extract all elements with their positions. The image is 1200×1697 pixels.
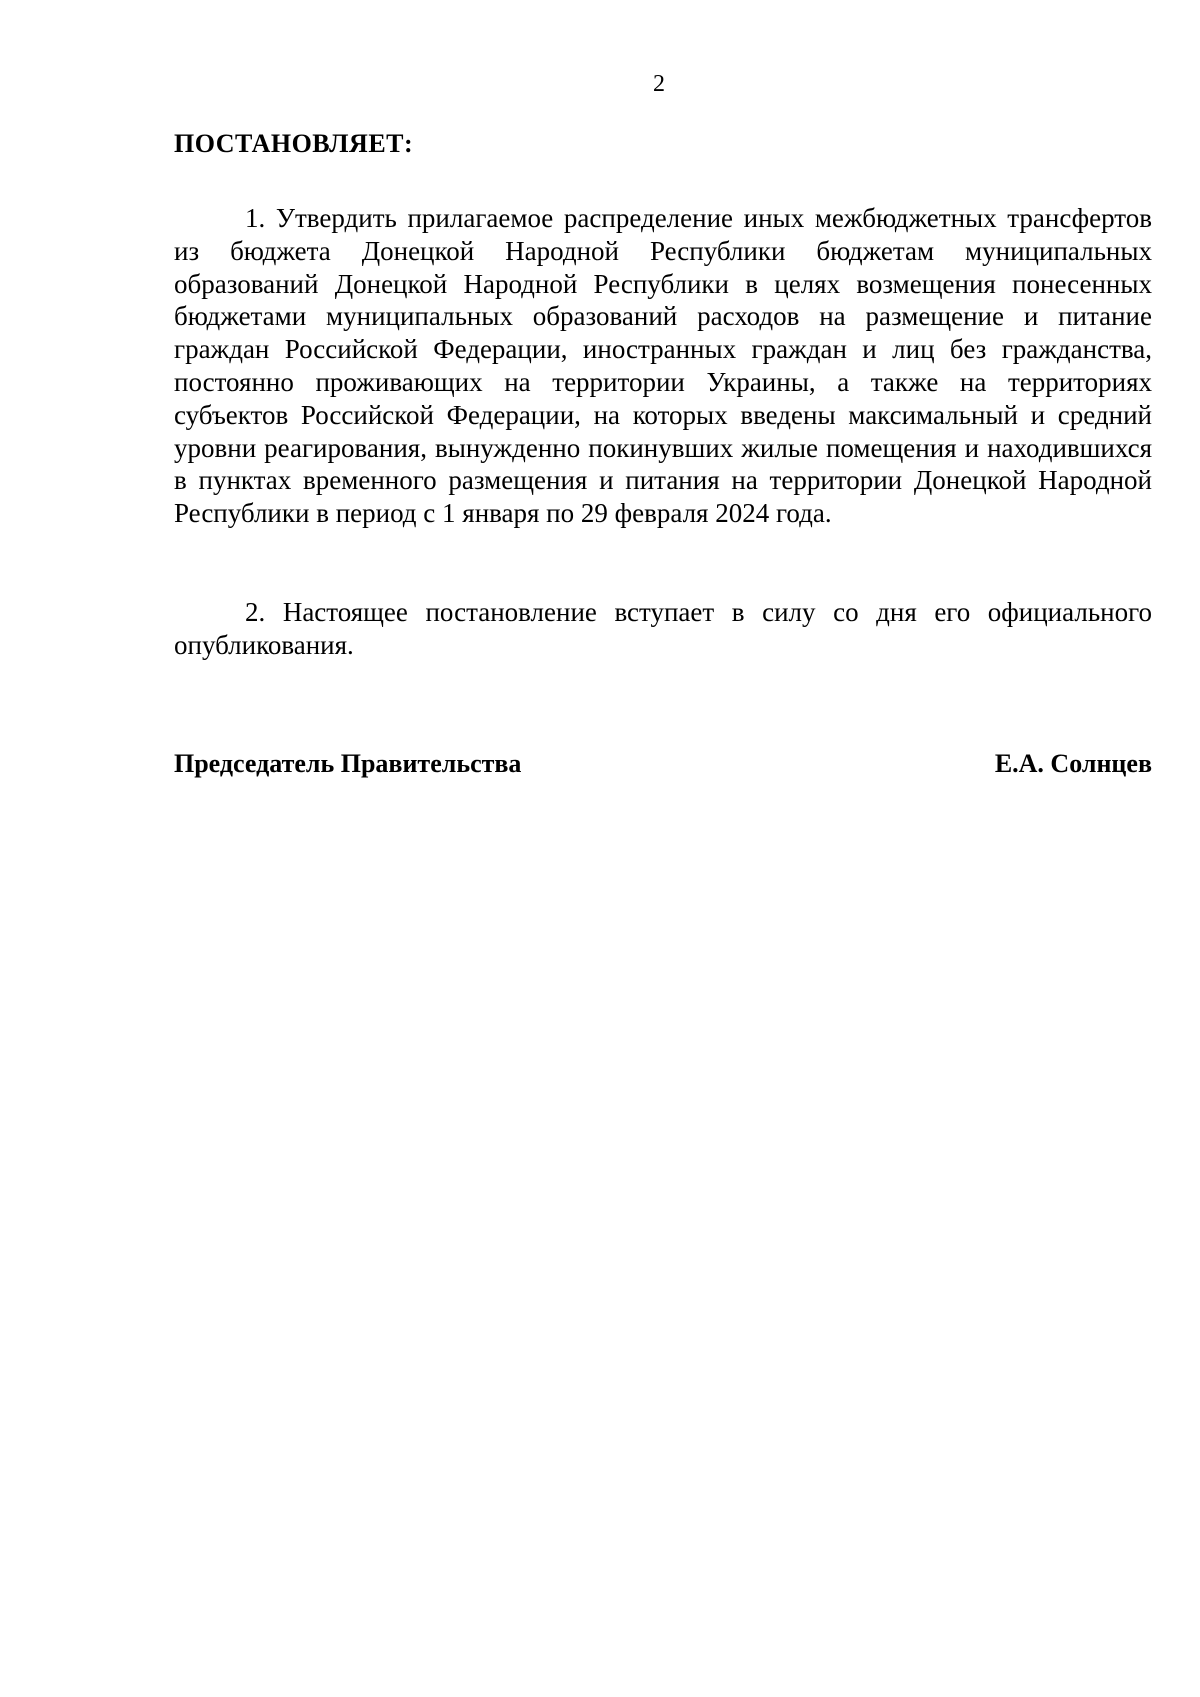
signatory-position: Председатель Правительства (174, 749, 522, 778)
paragraph-2: 2. Настоящее постановление вступает в силу со дня его официального опубликования. (174, 597, 1152, 660)
paragraph-1: 1. Утвердить прилагаемое распределение иных межбюджетных трансфертов из бюджета Донецкой Народной Республики бюджетам муниципальных образований Донецкой Народной Республики в целях возмещения понесенных бюджетами муниципальных образований расходов на размещение и питание граждан Российской Федерации, иностранных граждан и лиц без гражданства, постоянно проживающих на территории Украины, а также на территориях субъектов Российской Федерации, на которых введены максимальный и средний уровни реагирования, вынужденно покинувших жилые помещения и находившихся в пунктах временного размещения и питания на территории Донецкой Народной Республики в период с 1 января по 29 февраля 2024 года. (174, 203, 1152, 529)
signatory-name: Е.А. Солнцев (994, 749, 1152, 778)
signature-block (174, 748, 1152, 779)
page-number: 2 (653, 71, 665, 97)
decree-heading: ПОСТАНОВЛЯЕТ: (174, 129, 414, 158)
